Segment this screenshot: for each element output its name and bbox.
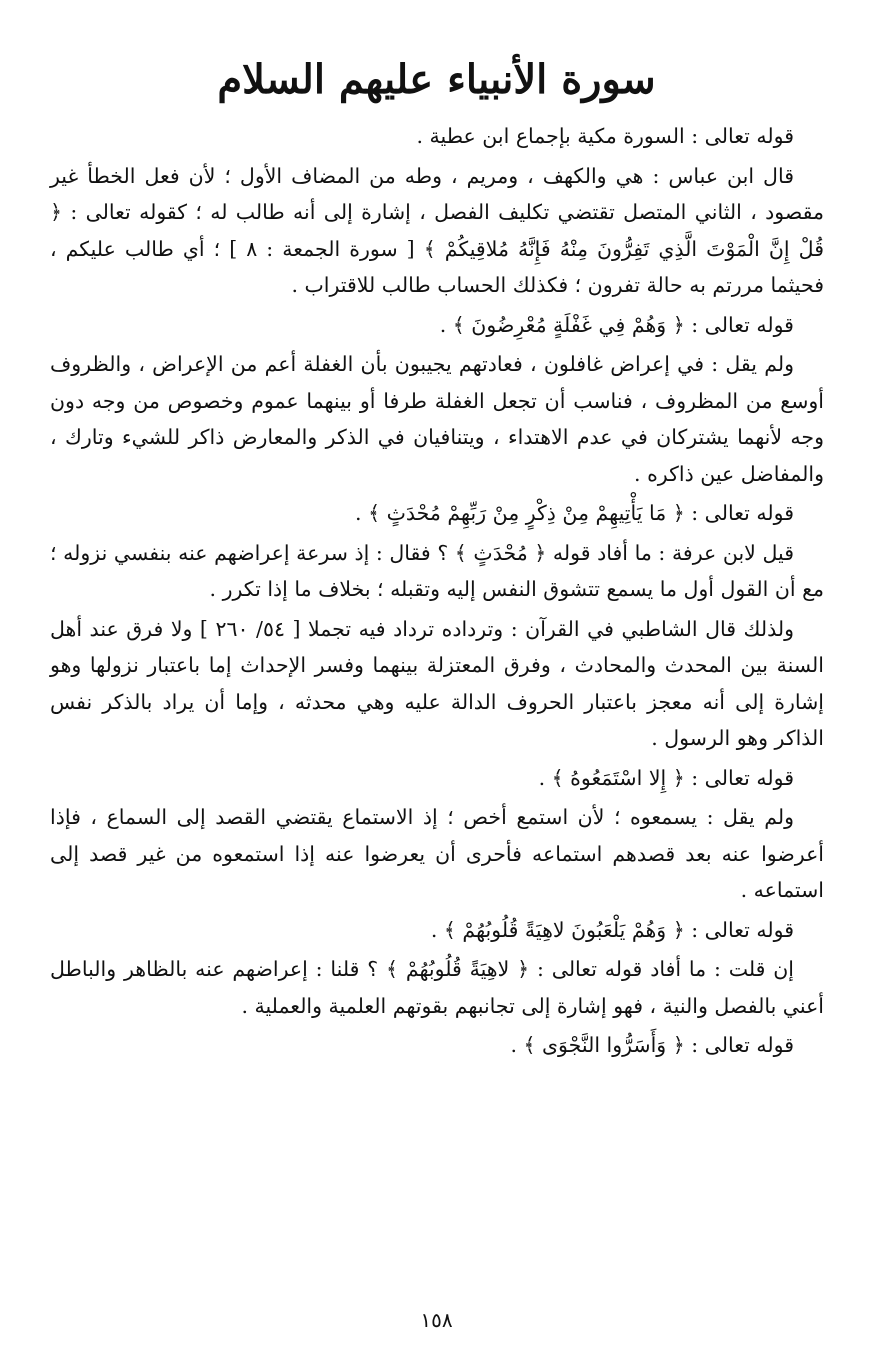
paragraph: قوله تعالى : ﴿ إِلا اسْتَمَعُوهُ ﴾ . xyxy=(538,765,794,790)
paragraph: قوله تعالى : ﴿ وَأَسَرُّوا النَّجْوَى ﴾ . xyxy=(510,1033,794,1057)
paragraph: قيل لابن عرفة : ما أفاد قوله ﴿ مُحْدَثٍ ﴾ ؟ فقال : إذ سرعة إعراضهم عنه بنفسي نزوله ؛ مع أن القول أول ما يسمع تتشوق النفس إليه وتقبله ؛ بخلاف ما إذا تكرر . xyxy=(50,540,824,601)
paragraph: قال ابن عباس : هي والكهف ، ومريم ، وطه من المضاف الأول ؛ لأن فعل الخطأ غير مقصود ، الثاني المتصل تقتضي تكليف الفصل ، إشارة إلى أنه طالب له ؛ كقوله تعالى : ﴿ قُلْ إِنَّ الْمَوْتَ الَّذِي تَفِرُّونَ مِنْهُ فَإِنَّهُ مُلاقِيكُمْ ﴾ [ سورة الجمعة : ٨ ] ؛ أي طالب عليكم ، فحيثما مررتم به حالة تفرون ؛ فكذلك الحساب طالب للاقتراب . xyxy=(50,163,824,297)
surah-title: سورة الأنبياء عليهم السلام xyxy=(217,56,656,103)
paragraph: قوله تعالى : ﴿ وَهُمْ فِي غَفْلَةٍ مُعْرِضُونَ ﴾ . xyxy=(439,312,794,337)
paragraph: قوله تعالى : ﴿ وَهُمْ يَلْعَبُونَ لاهِيَةً قُلُوبُهُمْ ﴾ . xyxy=(430,917,794,942)
paragraph: إن قلت : ما أفاد قوله تعالى : ﴿ لاهِيَةً قُلُوبُهُمْ ﴾ ؟ قلنا : إعراضهم عنه بالظاهر والباطل أعني بالفصل والنية ، فهو إشارة إلى تجانبهم بقوتهم العلمية والعملية . xyxy=(50,957,824,1018)
paragraph: ولذلك قال الشاطبي في القرآن : وترداده ترداد فيه تجملا [ ٥٤/ ٢٦٠ ] ولا فرق عند أهل السنة بين المحدث والمحادث ، وفرق المعتزلة بينهما وفسر الإحداث إما باعتبار نزولها وهو إشارة إلى أنه معجز باعتبار الحروف الدالة عليه وهي محدثه ، وإما أن يراد بالذكر نفس الذاكر وهو الرسول . xyxy=(50,616,824,750)
paragraph: ولم يقل : في إعراض غافلون ، فعادتهم يجيبون بأن الغفلة أعم من الإعراض ، والظروف أوسع من المظروف ، فناسب أن تجعل الغفلة طرفا أو بينهما عموم وخصوص من وجه دون وجه لأنهما يشتركان في عدم الاهتداء ، ويتنافيان في الذكر والمعارض ذاكر للشيء وتارك ، والمفاضل عين ذاكره . xyxy=(50,352,824,486)
page-number: ١٥٨ xyxy=(420,1308,453,1332)
paragraph: قوله تعالى : ﴿ مَا يَأْتِيهِمْ مِنْ ذِكْرٍ مِنْ رَبِّهِمْ مُحْدَثٍ ﴾ . xyxy=(355,501,794,525)
paragraph: ولم يقل : يسمعوه ؛ لأن استمع أخص ؛ إذ الاستماع يقتضي القصد إلى السماع ، فإذا أعرضوا عنه بعد قصدهم استماعه فأحرى أن يعرضوا عنه إذا استمعوه من غير قصد إلى استماعه . xyxy=(50,805,824,902)
paragraph: قوله تعالى : السورة مكية بإجماع ابن عطية . xyxy=(416,124,794,148)
body-text xyxy=(50,118,824,1064)
